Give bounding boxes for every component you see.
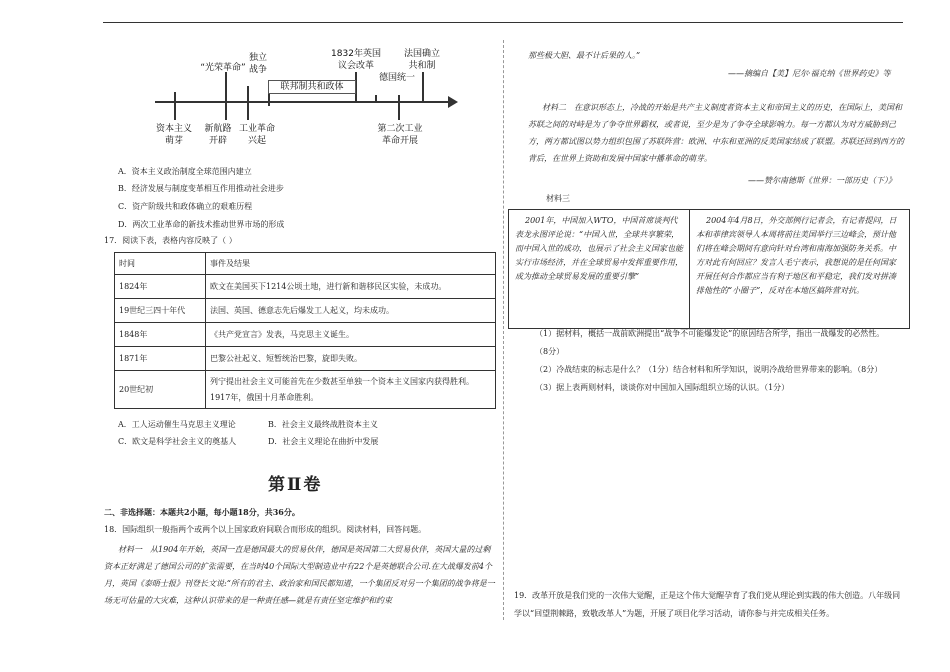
material3-right-cell: 2004年4月8日，外交部例行记者会，有记者提问，日本和菲律宾领导人本周将前往美国举行三边峰会，预计他们将在峰会期间有意向针对台湾和南海加强防务关系。中方对此有何回应？发言人毛宁表示，我想说的是任何国家开展任何合作都应当有利于地区和平稳定，我们发对拼凑排他性的“小圈子”，反对在本地区搞阵营对抗。: [690, 210, 910, 329]
q17-option-a: A．工人运动催生马克思主义理论: [118, 420, 236, 429]
q16-option-a: A．资本主义政治制度全球范围内建立: [118, 167, 252, 176]
timeline-label-industrial-revolution: 工业革命 兴起: [238, 124, 275, 146]
q18-question-3: （3）据上表两则材料，谈谈你对中国加入国际组织立场的认识。（1分）: [535, 383, 790, 392]
table-row: [115, 275, 496, 299]
table-cell: 1848年: [115, 323, 206, 347]
q18-question-1-points: （8分）: [535, 347, 565, 356]
table-cell: 法国、英国、德意志先后爆发工人起义，均未成功。: [206, 299, 496, 323]
table-row: [115, 323, 496, 347]
timeline-tick: [375, 95, 377, 103]
section-title: 第Ⅱ卷: [268, 475, 323, 495]
table-row: [115, 347, 496, 371]
q17-header-time: 时间: [115, 253, 206, 275]
material3-table: [508, 209, 910, 329]
material1-source: ——摘编自【美】尼尔·福克纳《世界药史》等: [728, 69, 891, 78]
timeline-label-second-industrial-revolution: 第二次工业 革命开展: [377, 124, 423, 146]
material3-label: 材料三: [546, 194, 570, 203]
table-cell: 巴黎公社起义、短暂统治巴黎，旋即失败。: [206, 347, 496, 371]
material1-continuation: 那些极大胆、最不计后果的人。”: [528, 51, 641, 60]
q17-stem: 17．阅读下表，表格内容反映了（ ）: [104, 236, 237, 245]
timeline-tick: [247, 86, 249, 120]
timeline-label-1832-reform: 1832年英国 议会改革: [331, 49, 381, 71]
section-instruction: 二、非选择题：本题共2小题，每小题18分，共36分。: [104, 507, 300, 517]
q17-header-event: 事件及结果: [206, 253, 496, 275]
table-row: [115, 371, 496, 409]
table-cell: 《共产党宣言》发表，马克思主义诞生。: [206, 323, 496, 347]
timeline-label-independence-war: 独立 战争: [248, 53, 267, 75]
timeline-tick: [422, 72, 424, 102]
timeline-label-capitalism-sprout: 资本主义 萌芽: [155, 124, 192, 146]
q18-stem: 18．国际组织一般指两个或两个以上国家政府间联合而形成的组织。阅读材料，回答问题。: [104, 525, 427, 534]
q18-question-2: （2）冷战结束的标志是什么？（1分）结合材料和所学知识，说明冷战给世界带来的影响。（8分）: [535, 365, 883, 374]
q16-option-c: C．资产阶级共和政体确立的艰难历程: [118, 202, 253, 211]
table-cell: 欧文在美国买下1214公顷土地，进行新和谐移民区实验，未成功。: [206, 275, 496, 299]
material2: 材料二 在意识形态上，冷战的开始是共产主义制度者资本主义和帝国主义的历史，在国际上，美国和苏联之间的对峙是为了争夺世界霸权，或者说，至少是为了争夺全球影响力。每一方都认为对方威胁到己方，两方都试图以势力组织包围了苏联阵营：欧洲、中东和亚洲的反美国家结成了联盟。苏联还回到西方的背后，在世界上资助和发展中国家中播革命的萌芽。: [528, 103, 904, 163]
q19-stem: 19．改革开放是我们党的一次伟大觉醒，正是这个伟大觉醒孕育了我们党从理论到实践的伟大创造。八年级同学以“回望荆棘路，致敬改革人”为题，开展了项目化学习活动，请你参与并完成相关任务。: [514, 591, 901, 618]
table-row: [115, 299, 496, 323]
timeline-label-french-republic: 法国确立 共和制: [403, 49, 440, 71]
table-cell: 20世纪初: [115, 371, 206, 409]
q17-option-b: B．社会主义最终战胜资本主义: [268, 420, 378, 429]
timeline-label-federal-republic: 联邦制共和政体: [268, 80, 356, 94]
timeline-tick: [225, 72, 227, 120]
column-divider: [503, 40, 504, 620]
table-cell: 列宁提出社会主义可能首先在少数甚至单独一个资本主义国家内获得胜利。1917年，俄国十月革命胜利。: [206, 371, 496, 409]
timeline-label-german-unification: 德国统一: [378, 73, 415, 83]
q18-question-1: （1）据材料，概括一战前欧洲提出“战争不可能爆发论”的原因结合所学，指出一战爆发的必然性。: [535, 329, 885, 338]
table-cell: 1824年: [115, 275, 206, 299]
q17-option-d: D．社会主义理论在曲折中发展: [268, 437, 379, 446]
q16-option-d: D．两次工业革命的新技术推动世界市场的形成: [118, 220, 285, 229]
q18-material1: 材料一 从1904年开始，英国一直是德国最大的贸易伙伴，德国是英国第二大贸易伙伴，英国大量的过剩资本正好满足了德国公司的扩张需要，在当时40个国际大型制造业中有22个是英德联合公司.在大战爆发前4个月，英国《泰晤士报》刊登长文说:“所有的君主、政治家和国民都知道，一个集团反对另一个集团的战争将是一场无可估量的大灾难，这种认识带来的是一种责任感—就是有责任坚定维护和约束: [104, 545, 495, 605]
material2-source: ——赞尔南德斯《世界：一部历史（下）》: [748, 176, 896, 185]
timeline-tick: [174, 92, 176, 120]
table-cell: 1871年: [115, 347, 206, 371]
top-rule: [103, 22, 903, 23]
q16-option-b: B．经济发展与制度变革相互作用推动社会进步: [118, 184, 284, 193]
timeline-axis: [155, 101, 450, 103]
material3-left-cell: 2001年，中国加入WTO，中国首席谈判代表龙永图评论说：“中国入世，全球共享繁荣，而中国入世的成功，也展示了社会主义国家也能实行市场经济，并在全球贸易中发挥重要作用，成为推动全球贸易发展的重要引擎”: [509, 210, 690, 329]
arrow-right-icon: [448, 96, 458, 108]
q17-option-c: C．欧文是科学社会主义的奠基人: [118, 437, 237, 446]
timeline-label-glorious-revolution: “光荣革命”: [200, 63, 246, 73]
timeline-label-new-routes: 新航路 开辟: [204, 124, 232, 146]
table-cell: 19世纪三四十年代: [115, 299, 206, 323]
q17-table: [114, 252, 496, 409]
timeline-tick: [398, 95, 400, 120]
